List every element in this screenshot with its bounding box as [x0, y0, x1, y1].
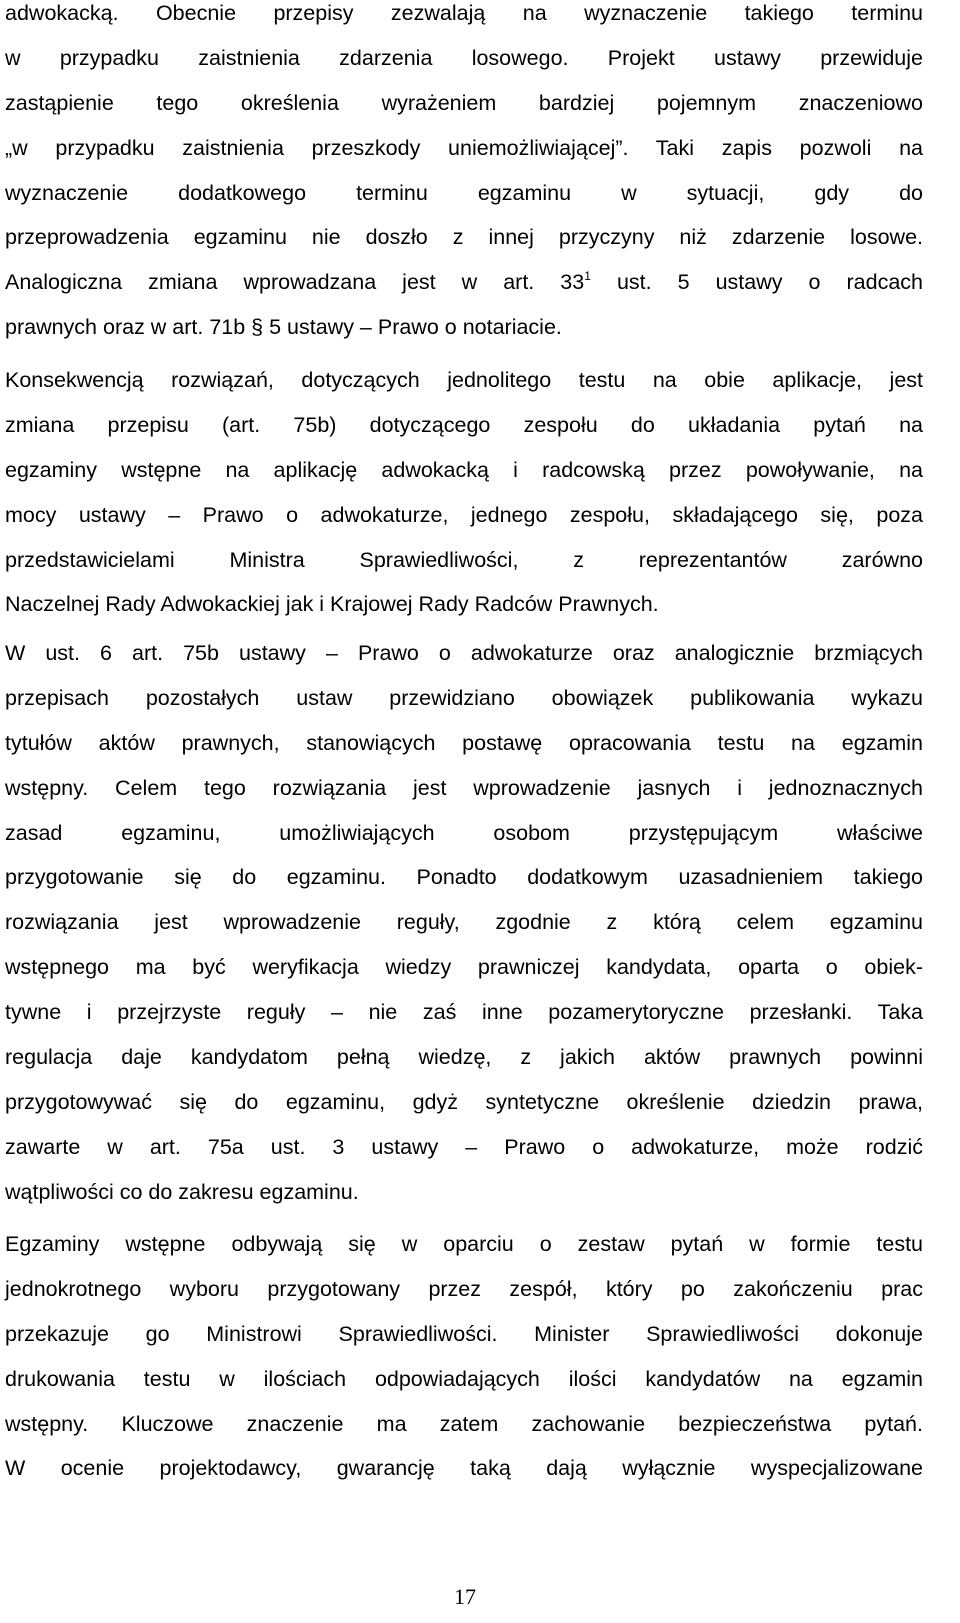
- text-line: przekazuje go Ministrowi Sprawiedliwości. Minister Sprawiedliwości dokonuje: [5, 1321, 923, 1346]
- paragraph-3: [5, 631, 923, 1215]
- text-line: Naczelnej Rady Adwokackiej jak i Krajowej Rady Radców Prawnych.: [5, 592, 659, 617]
- text-line: Egzaminy wstępne odbywają się w oparciu o zestaw pytań w formie testu: [5, 1232, 923, 1256]
- text-line: wyznaczenie dodatkowego terminu egzaminu w sytuacji, gdy do: [5, 180, 923, 205]
- superscript-number: 1: [584, 269, 591, 284]
- text-line: rozwiązania jest wprowadzenie reguły, zgodnie z którą celem egzaminu: [5, 910, 923, 935]
- text-line: zawarte w art. 75a ust. 3 ustawy – Prawo o adwokaturze, może rodzić: [5, 1134, 923, 1159]
- text-line: egzaminy wstępne na aplikację adwokacką i radcowską przez powoływanie, na: [5, 457, 923, 482]
- text-line: wstępny. Celem tego rozwiązania jest wprowadzenie jasnych i jednoznacznych: [5, 775, 923, 800]
- text-line-with-superscript: [5, 260, 923, 305]
- text-line: prawnych oraz w art. 71b § 5 ustawy – Prawo o notariacie.: [5, 315, 562, 340]
- text-segment: ust. 5 ustawy o radcach: [616, 270, 924, 295]
- text-line: „w przypadku zaistnienia przeszkody uniemożliwiającej”. Taki zapis pozwoli na: [5, 135, 923, 160]
- text-line: przygotowanie się do egzaminu. Ponadto dodatkowym uzasadnieniem takiego: [5, 865, 923, 890]
- text-line: przygotowywać się do egzaminu, gdyż syntetyczne określenie dziedzin prawa,: [5, 1089, 923, 1114]
- text-line: w przypadku zaistnienia zdarzenia losowego. Projekt ustawy przewiduje: [5, 45, 923, 70]
- text-line: regulacja daje kandydatom pełną wiedzę, z jakich aktów prawnych powinni: [5, 1045, 923, 1070]
- text-line: tywne i przejrzyste reguły – nie zaś inne pozamerytoryczne przesłanki. Taka: [5, 1000, 923, 1025]
- text-line: przedstawicielami Ministra Sprawiedliwości, z reprezentantów zarówno: [5, 547, 923, 572]
- text-line: wstępny. Kluczowe znaczenie ma zatem zachowanie bezpieczeństwa pytań.: [5, 1411, 923, 1436]
- paragraph-4: [5, 1222, 923, 1491]
- page-number: 17: [454, 1584, 476, 1609]
- text-line: zastąpienie tego określenia wyrażeniem bardziej pojemnym znaczeniowo: [5, 90, 923, 115]
- text-line: drukowania testu w ilościach odpowiadających ilości kandydatów na egzamin: [5, 1366, 923, 1391]
- text-line: adwokacką. Obecnie przepisy zezwalają na wyznaczenie takiego terminu: [5, 1, 923, 25]
- text-line: zasad egzaminu, umożliwiających osobom przystępującym właściwe: [5, 820, 923, 845]
- text-line: Konsekwencją rozwiązań, dotyczących jednolitego testu na obie aplikacje, jest: [5, 368, 923, 392]
- text-line: przepisach pozostałych ustaw przewidziano obowiązek publikowania wykazu: [5, 685, 923, 710]
- text-line: W ocenie projektodawcy, gwarancję taką dają wyłącznie wyspecjalizowane: [5, 1456, 923, 1481]
- text-line: przeprowadzenia egzaminu nie doszło z innej przyczyny niż zdarzenie losowe.: [5, 225, 923, 250]
- text-line: jednokrotnego wyboru przygotowany przez zespół, który po zakończeniu prac: [5, 1276, 923, 1301]
- paragraph-2: [5, 358, 923, 627]
- text-line: wstępnego ma być weryfikacja wiedzy prawniczej kandydata, oparta o obiek-: [5, 955, 923, 980]
- text-line: W ust. 6 art. 75b ustawy – Prawo o adwokaturze oraz analogicznie brzmiących: [5, 641, 923, 665]
- text-line: wątpliwości co do zakresu egzaminu.: [5, 1179, 359, 1204]
- paragraph-1: [5, 0, 923, 350]
- text-segment: Analogiczna zmiana wprowadzana jest w art. 33: [5, 270, 585, 295]
- text-line: tytułów aktów prawnych, stanowiących postawę opracowania testu na egzamin: [5, 730, 923, 755]
- text-line: mocy ustawy – Prawo o adwokaturze, jednego zespołu, składającego się, poza: [5, 502, 923, 527]
- text-line: zmiana przepisu (art. 75b) dotyczącego zespołu do układania pytań na: [5, 412, 923, 437]
